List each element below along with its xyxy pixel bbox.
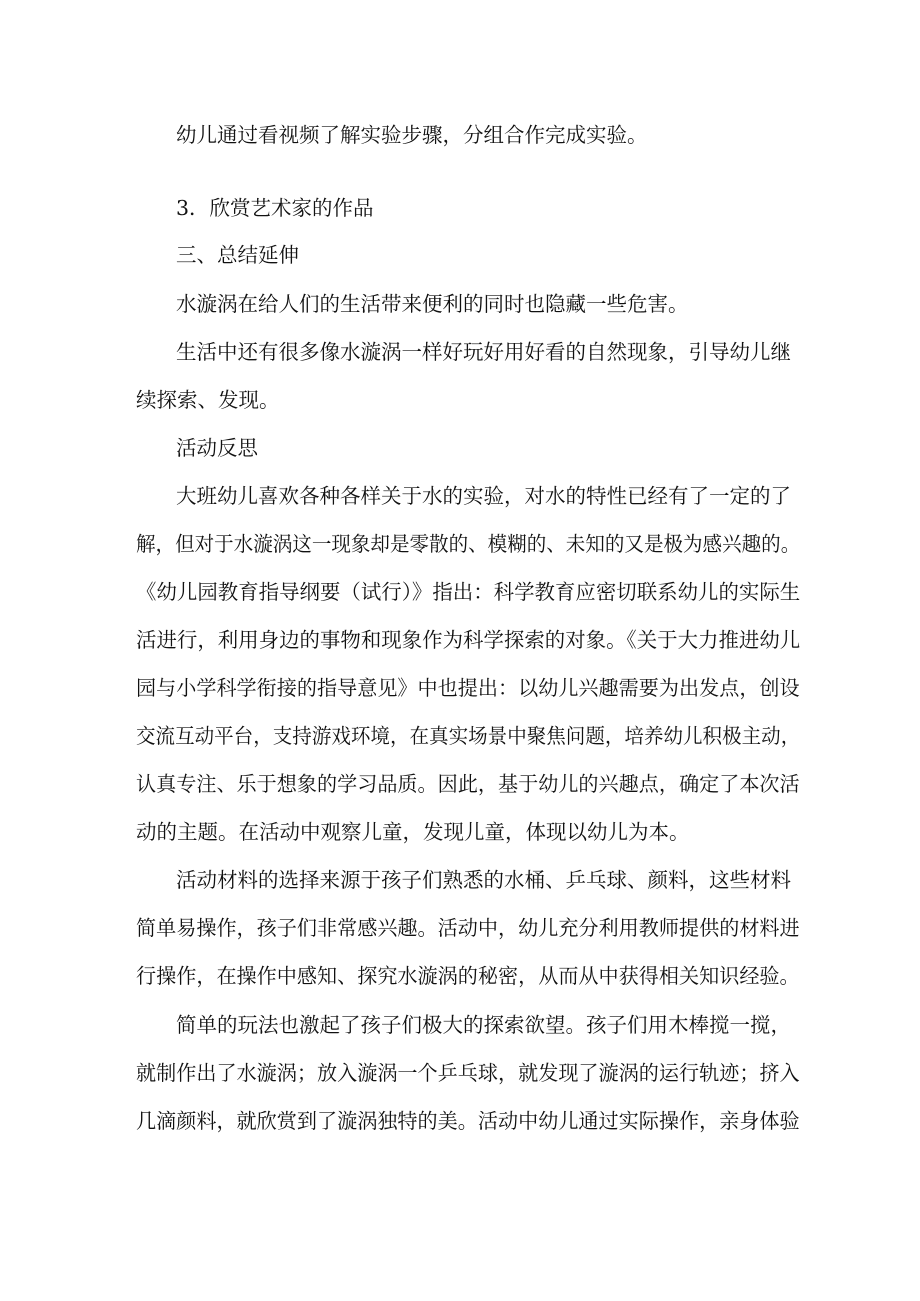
paragraph-line: 认真专注、乐于想象的学习品质。因此，基于幼儿的兴趣点，确定了本次活 xyxy=(136,772,800,796)
paragraph-line: 活动材料的选择来源于孩子们熟悉的水桶、乒乓球、颜料，这些材料 xyxy=(176,868,791,892)
paragraph-line: 解，但对于水漩涡这一现象却是零散的、模糊的、未知的又是极为感兴趣的。 xyxy=(136,532,801,556)
paragraph-line: 大班幼儿喜欢各种各样关于水的实验，对水的特性已经有了一定的了 xyxy=(176,484,791,508)
paragraph-line: 水漩涡在给人们的生活带来便利的同时也隐藏一些危害。 xyxy=(176,292,689,316)
section-heading: 三、总结延伸 xyxy=(176,243,299,267)
paragraph-line: 简单的玩法也激起了孩子们极大的探索欲望。孩子们用木棒搅一搅， xyxy=(176,1013,791,1037)
paragraph-line: 幼儿通过看视频了解实验步骤，分组合作完成实验。 xyxy=(176,123,648,147)
section-heading: 活动反思 xyxy=(176,436,258,460)
paragraph-line: 动的主题。在活动中观察儿童，发现儿童，体现以幼儿为本。 xyxy=(136,820,690,844)
paragraph-line: 生活中还有很多像水漩涡一样好玩好用好看的自然现象，引导幼儿继 xyxy=(176,340,791,364)
paragraph-line: 几滴颜料，就欣赏到了漩涡独特的美。活动中幼儿通过实际操作，亲身体验 xyxy=(136,1109,800,1133)
paragraph-line: 活进行，利用身边的事物和现象作为科学探索的对象。《关于大力推进幼儿 xyxy=(136,628,801,652)
paragraph-line: 交流互动平台，支持游戏环境，在真实场景中聚焦问题，培养幼儿积极主动， xyxy=(136,724,801,748)
paragraph-line: 行操作，在操作中感知、探究水漩涡的秘密，从而从中获得相关知识经验。 xyxy=(136,964,800,988)
section-heading: 3．欣赏艺术家的作品 xyxy=(176,196,374,220)
paragraph-line: 《幼儿园教育指导纲要（试行）》指出：科学教育应密切联系幼儿的实际生 xyxy=(136,580,801,604)
paragraph-line: 续探索、发现。 xyxy=(136,388,280,412)
paragraph-line: 简单易操作，孩子们非常感兴趣。活动中，幼儿充分利用教师提供的材料进 xyxy=(136,916,800,940)
paragraph-line: 园与小学科学衔接的指导意见》中也提出：以幼儿兴趣需要为出发点，创设 xyxy=(136,676,800,700)
paragraph-line: 就制作出了水漩涡；放入漩涡一个乒乓球，就发现了漩涡的运行轨迹；挤入 xyxy=(136,1061,800,1085)
